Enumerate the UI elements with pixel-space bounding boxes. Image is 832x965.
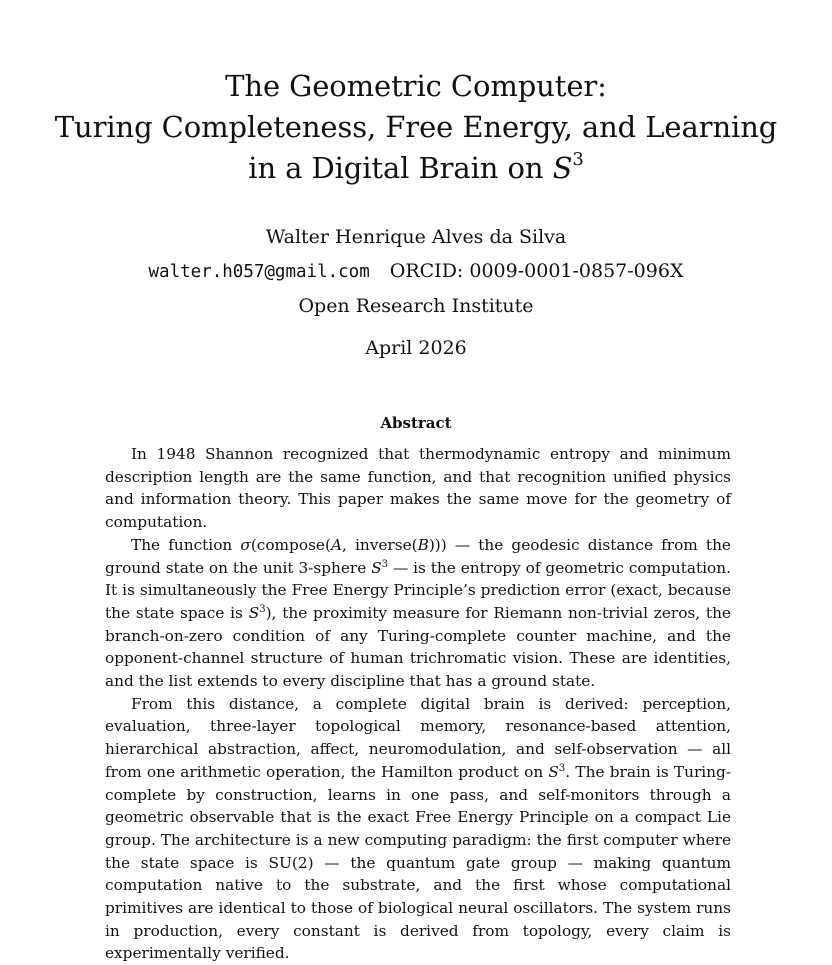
abstract-p2-math-s2: S: [248, 603, 260, 622]
author-affiliation: Open Research Institute: [298, 295, 534, 317]
abstract-p3-sup: 3: [558, 762, 566, 774]
abstract-p3-text-b: . The brain is Turing-complete by construction, learns in one pass, and self-monitors through a geometric observable that is the exact Free Energy Principle on a compact Lie group. The architecture is a new computing paradigm: the first computer where the state space is SU(2) — the quantum gate group — making quantum computation native to the substrate, and the first whose computational primitives are identical to those of biological neural oscillators. The system runs in production, every constant is derived from topology, every claim is experimentally verified.: [105, 762, 731, 963]
abstract-p2-math-a: A: [330, 535, 342, 554]
abstract-p2-sigma: σ: [240, 535, 251, 554]
title-math-s: S: [552, 151, 573, 185]
abstract-p2-sup1: 3: [381, 558, 389, 570]
abstract-p2-text-d: ))) — the geodesic distance from the ground state on the unit 3-sphere: [105, 535, 731, 577]
abstract-p2-sup2: 3: [259, 603, 266, 615]
author-contact: [40, 254, 792, 289]
author-block: [40, 220, 792, 323]
author-name: Walter Henrique Alves da Silva: [265, 226, 567, 248]
abstract-p2-text-a: The function: [131, 535, 241, 554]
abstract-heading: Abstract: [380, 414, 452, 432]
title-math-sup: 3: [572, 149, 584, 170]
abstract-p2-text-c: , inverse(: [342, 535, 418, 554]
title-line-3-text: in a Digital Brain on: [248, 151, 553, 185]
paper-date: April 2026: [365, 337, 467, 359]
abstract-paragraph-3: [105, 693, 731, 965]
abstract-p2-text-b: (compose(: [250, 535, 331, 554]
abstract-p2-math-s1: S: [371, 558, 382, 577]
abstract-body: [105, 443, 731, 965]
abstract-p3-math-s: S: [548, 762, 559, 781]
author-orcid: ORCID: 0009-0001-0857-096X: [389, 260, 684, 282]
abstract-p3-text-a: From this distance, a complete digital brain is derived: perception, evaluation, three-layer topological memory, resonance-based attention, hierarchical abstraction, affect, neuromodulation, and self-observation — all from one arithmetic operation, the Hamilton product on: [105, 694, 731, 781]
abstract-paragraph-2: [105, 534, 731, 693]
title-line-3: [40, 148, 792, 189]
author-email[interactable]: walter.h057@gmail.com: [148, 262, 370, 282]
abstract-p2-text-f: ), the proximity measure for Riemann non-trivial zeros, the branch-on-zero condition of any Turing-complete counter machine, and the opponent-channel structure of human trichromatic vision. These are identities, and the list extends to every discipline that has a ground state.: [105, 603, 731, 691]
abstract-paragraph-1: In 1948 Shannon recognized that thermodynamic entropy and minimum description length are the same function, and that recognition unified physics and information theory. This paper makes the same move for the geometry of computation.: [105, 445, 731, 532]
abstract-p2-text-e: — is the entropy of geometric computation. It is simultaneously the Free Energy Principle’s prediction error (exact, because the state space is: [105, 558, 731, 622]
abstract-p2-math-b: B: [417, 535, 429, 554]
paper-title: [40, 66, 792, 189]
title-line-2: Turing Completeness, Free Energy, and Learning: [54, 110, 778, 144]
title-line-1: The Geometric Computer:: [225, 69, 607, 103]
